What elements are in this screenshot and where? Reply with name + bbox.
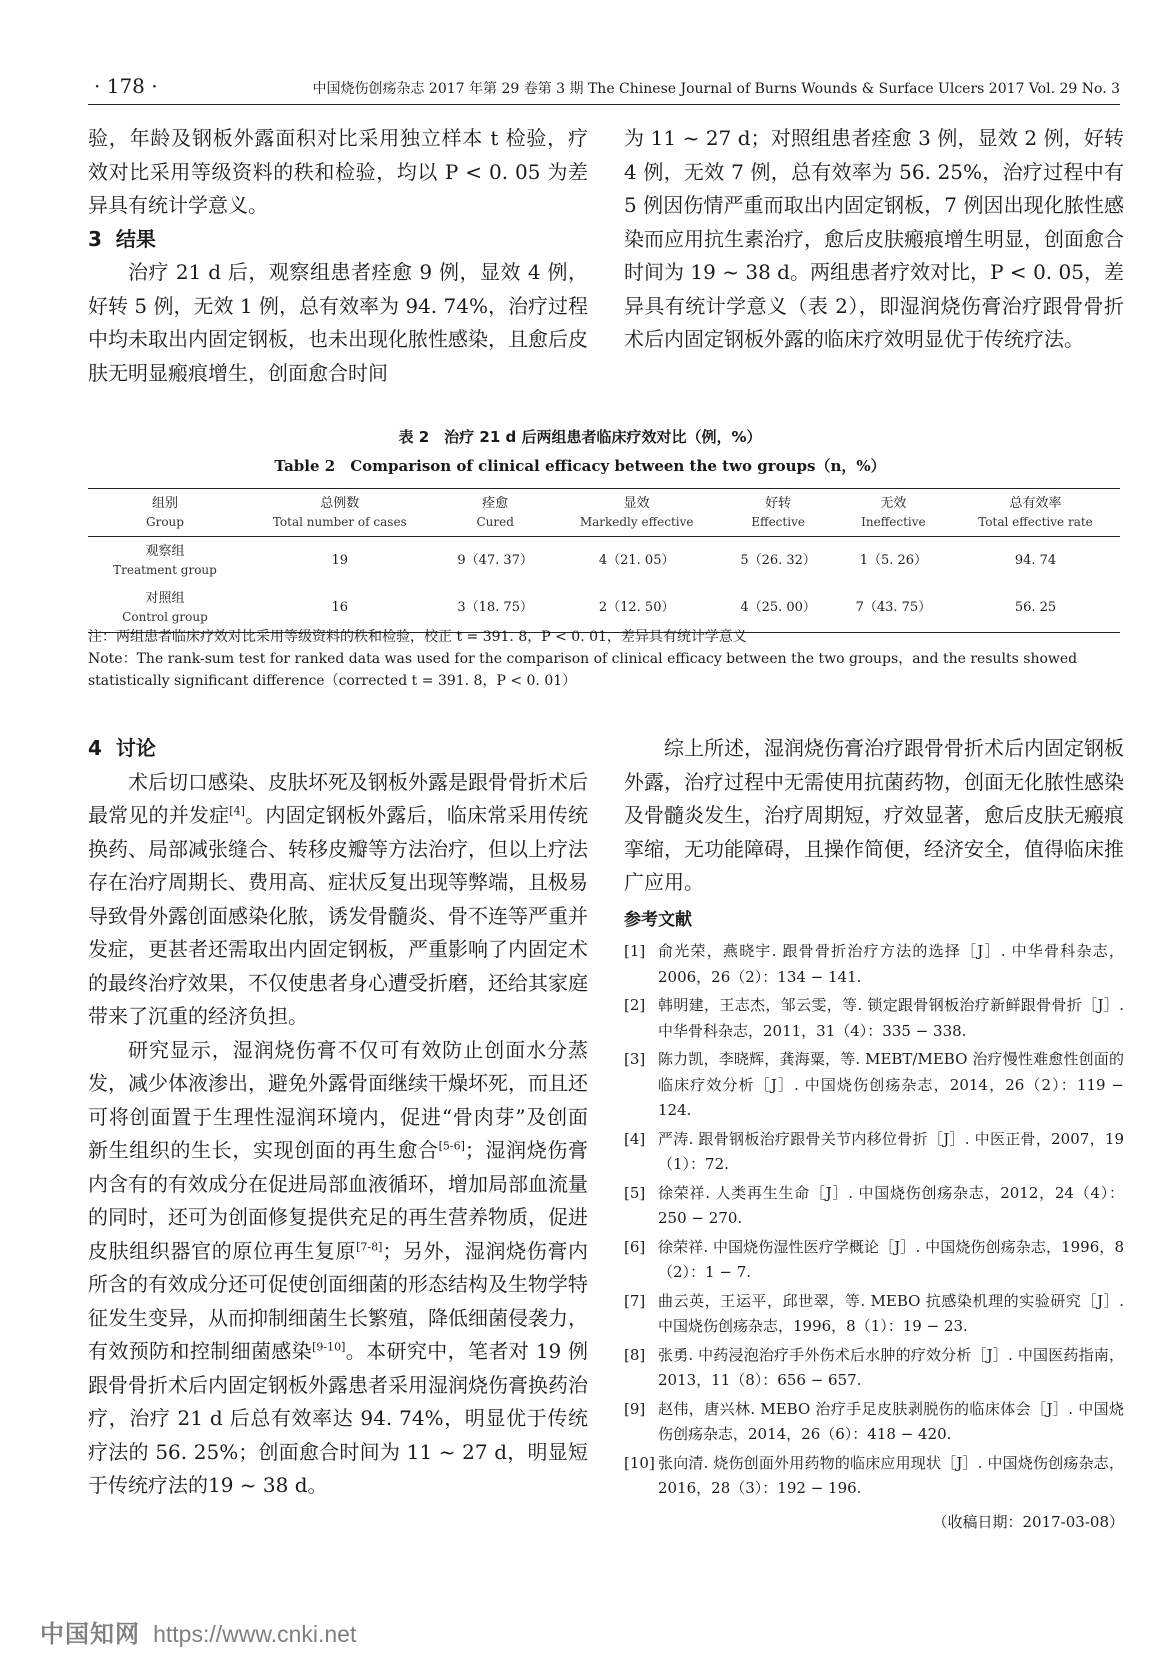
column-bottom-left (88, 732, 588, 1503)
section-number: 4 (88, 736, 102, 760)
cell-cured: 3（18. 75） (438, 585, 553, 633)
citation[interactable]: [7-8] (356, 1239, 383, 1253)
list-item: [7] 曲云英，王运平，邱世翠，等. MEBO 抗感染机理的实验研究［J］. 中国烧伤创疡杂志，1996，8（1）：19 − 23. (624, 1291, 1124, 1335)
list-item: [9] 赵伟，唐兴林. MEBO 治疗手足皮肤剥脱伤的临床体会［J］. 中国烧伤创疡杂志，2014，26（6）：418 − 420. (624, 1399, 1124, 1443)
section-number: 3 (88, 226, 102, 251)
table-note-en: Note：The rank-sum test for ranked data was used for the comparison of clinical efficacy between the two groups，and the results showed statistically significant difference（corrected t = 391. 8，P < 0. 01） (88, 651, 1078, 689)
conclusion-paragraph: 综上所述，湿润烧伤膏治疗跟骨骨折术后内固定钢板外露，治疗过程中无需使用抗菌药物，创面无化脓性感染及骨髓炎发生，治疗周期短，疗效显著，愈后皮肤无瘢痕挛缩，无功能障碍，且操作简便，经济安全，值得临床推广应用。 (624, 736, 1124, 894)
col-header-ineffective: 无效 Ineffective (836, 489, 951, 537)
discussion-paragraph-2: 研究显示，湿润烧伤膏不仅可有效防止创面水分蒸发，减少体液渗出，避免外露骨面继续干燥坏死，而且还可将创面置于生理性湿润环境内，促进“骨肉芽”及创面新生组织的生长，实现创面的再生愈合[5-6]；湿润烧伤膏内含有的有效成分在促进局部血液循环，增加局部血流量的同时，还可为创面修复提供充足的再生营养物质，促进皮肤组织器官的原位再生复原[7-8]；另外，湿润烧伤膏内所含的有效成分还可促使创面细菌的形态结构及生物学特征发生变异，从而抑制细菌生长繁殖，降低细菌侵袭力，有效预防和控制细菌感染[9-10]。本研究中，笔者对 19 例跟骨骨折术后内固定钢板外露患者采用湿润烧伤膏换药治疗，治疗 21 d 后总有效率达 94. 74%，明显优于传统疗法的 56. 25%；创面愈合时间为 11 ~ 27 d，明显短于传统疗法的19 ~ 38 d。 (88, 1037, 589, 1497)
cell-cured: 9（47. 37） (457, 552, 533, 568)
table-caption-en: Table 2 Comparison of clinical efficacy between the two groups（n，%） (274, 457, 886, 475)
table-row (88, 537, 1120, 585)
cell-rate: 94. 74 (1014, 552, 1057, 568)
cnki-url[interactable]: https://www.cnki.net (153, 1621, 357, 1647)
list-item: [2] 韩明建，王志杰，邹云雯，等. 锁定跟骨钢板治疗新鲜跟骨骨折［J］. 中华骨科杂志，2011，31（4）：335 − 338. (624, 996, 1124, 1040)
cell-total: 16 (242, 585, 438, 633)
cell-group: 对照组 Control group (88, 585, 242, 633)
cell-marked: 4（21. 05） (598, 552, 675, 568)
column-top-left (88, 122, 588, 390)
page-number: · 178 · (94, 74, 158, 98)
cell-effective: 5（26. 32） (740, 552, 816, 568)
cell-rate: 56. 25 (951, 585, 1120, 633)
col-header-group: 组别 Group (88, 489, 242, 537)
table-note-cn: 注：两组患者临床疗效对比采用等级资料的秩和检验，校正 t = 391. 8，P < 0. 01，差异具有统计学意义 (88, 629, 747, 645)
cell-ineffective: 7（43. 75） (836, 585, 951, 633)
col-header-effective: 好转 Effective (721, 489, 836, 537)
methods-paragraph-continued: 验，年龄及钢板外露面积对比采用独立样本 t 检验，疗效对比采用等级资料的秩和检验，均以 P < 0. 05 为差异具有统计学意义。 (88, 126, 588, 217)
cell-group: 观察组 Treatment group (113, 543, 217, 577)
col-header-rate: 总有效率 Total effective rate (951, 489, 1120, 537)
cell-marked: 2（12. 50） (553, 585, 721, 633)
cnki-logo: 中国知网 (40, 1620, 140, 1648)
header-rule (88, 104, 1120, 105)
references-heading: 参考文献 (624, 909, 692, 930)
section-heading-results (88, 223, 588, 257)
received-date: （收稿日期：2017-03-08） (932, 1512, 1124, 1531)
results-paragraph: 治疗 21 d 后，观察组患者痊愈 9 例，显效 4 例，好转 5 例，无效 1 例，总有效率为 94. 74%，治疗过程中均未取出内固定钢板，也未出现化脓性感染，且愈后皮肤无明显瘢痕增生，创面愈合时间 (88, 260, 588, 385)
cell-ineffective: 1（5. 26） (859, 552, 928, 568)
list-item: [3] 陈力凯，李晓辉，龚海粟，等. MEBT/MEBO 治疗慢性难愈性创面的临床疗效分析［J］. 中国烧伤创疡杂志，2014，26（2）：119 − 124. (624, 1050, 1124, 1119)
discussion-paragraph-1: 术后切口感染、皮肤坏死及钢板外露是跟骨骨折术后最常见的并发症[4]。内固定钢板外露后，临床常采用传统换药、局部减张缝合、转移皮瓣等方法治疗，但以上疗法存在治疗周期长、费用高、症状反复出现等弊端，且极易导致骨外露创面感染化脓，诱发骨髓炎、骨不连等严重并发症，更甚者还需取出内固定钢板，严重影响了内固定术的最终治疗效果，不仅使患者身心遭受折磨，还给其家庭带来了沉重的经济负担。 (88, 769, 589, 1028)
cell-total: 19 (331, 552, 349, 568)
citation[interactable]: [5-6] (438, 1139, 465, 1153)
results-paragraph-continued: 为 11 ~ 27 d；对照组患者痊愈 3 例，显效 2 例，好转 4 例，无效 7 例，总有效率为 56. 25%，治疗过程中有 5 例因伤情严重而取出内固定钢板，7 例因出现化脓性感染而应用抗生素治疗，愈后皮肤瘢痕增生明显，创面愈合时间为 19 ~ 38 d。两组患者疗效对比，P < 0. 05，差异具有统计学意义（表 2），即湿润烧伤膏治疗跟骨骨折术后内固定钢板外露的临床疗效明显优于传统疗法。 (624, 126, 1124, 351)
reference-list (624, 939, 1124, 1502)
column-bottom-right (624, 732, 1124, 1539)
page-header (88, 72, 1120, 106)
section-heading-discussion (88, 732, 588, 766)
col-header-total: 总例数 Total number of cases (242, 489, 438, 537)
list-item: [8] 张勇. 中药浸泡治疗手外伤术后水肿的疗效分析［J］. 中国医药指南，2013，11（8）：656 − 657. (624, 1345, 1124, 1389)
col-header-cured: 痊愈 Cured (438, 489, 553, 537)
table-note (88, 626, 1120, 692)
citation[interactable]: [4] (229, 804, 245, 818)
running-head: 中国烧伤创疡杂志 2017 年第 29 卷第 3 期 The Chinese Journal of Burns Wounds & Surface Ulcers 2017 Vol. 29 No. 3 (312, 81, 1120, 97)
section-title: 讨论 (115, 736, 156, 760)
section-title: 结果 (115, 226, 156, 251)
column-top-right (624, 122, 1124, 357)
citation[interactable]: [9-10] (312, 1340, 346, 1354)
list-item: [6] 徐荣祥. 中国烧伤湿性医疗学概论［J］. 中国烧伤创疡杂志，1996，8（2）：1 − 7. (624, 1237, 1124, 1281)
col-header-marked: 显效 Markedly effective (553, 489, 721, 537)
list-item: [10] 张向清. 烧伤创面外用药物的临床应用现状［J］. 中国烧伤创疡杂志，2016，28（3）：192 − 196. (624, 1453, 1124, 1497)
table-caption-cn: 表 2 治疗 21 d 后两组患者临床疗效对比（例，%） (398, 428, 762, 446)
list-item: [5] 徐荣祥. 人类再生生命［J］. 中国烧伤创疡杂志，2012，24（4）：250 − 270. (624, 1183, 1124, 1227)
efficacy-table (88, 488, 1120, 633)
list-item: [1] 俞光荣，燕晓宇. 跟骨骨折治疗方法的选择［J］. 中华骨科杂志，2006，26（2）：134 − 141. (624, 942, 1124, 986)
cell-effective: 4（25. 00） (721, 585, 836, 633)
table-header-row (88, 489, 1120, 537)
cnki-watermark (40, 1614, 356, 1650)
list-item: [4] 严涛. 跟骨钢板治疗跟骨关节内移位骨折［J］. 中医正骨，2007，19（1）：72. (624, 1129, 1124, 1173)
